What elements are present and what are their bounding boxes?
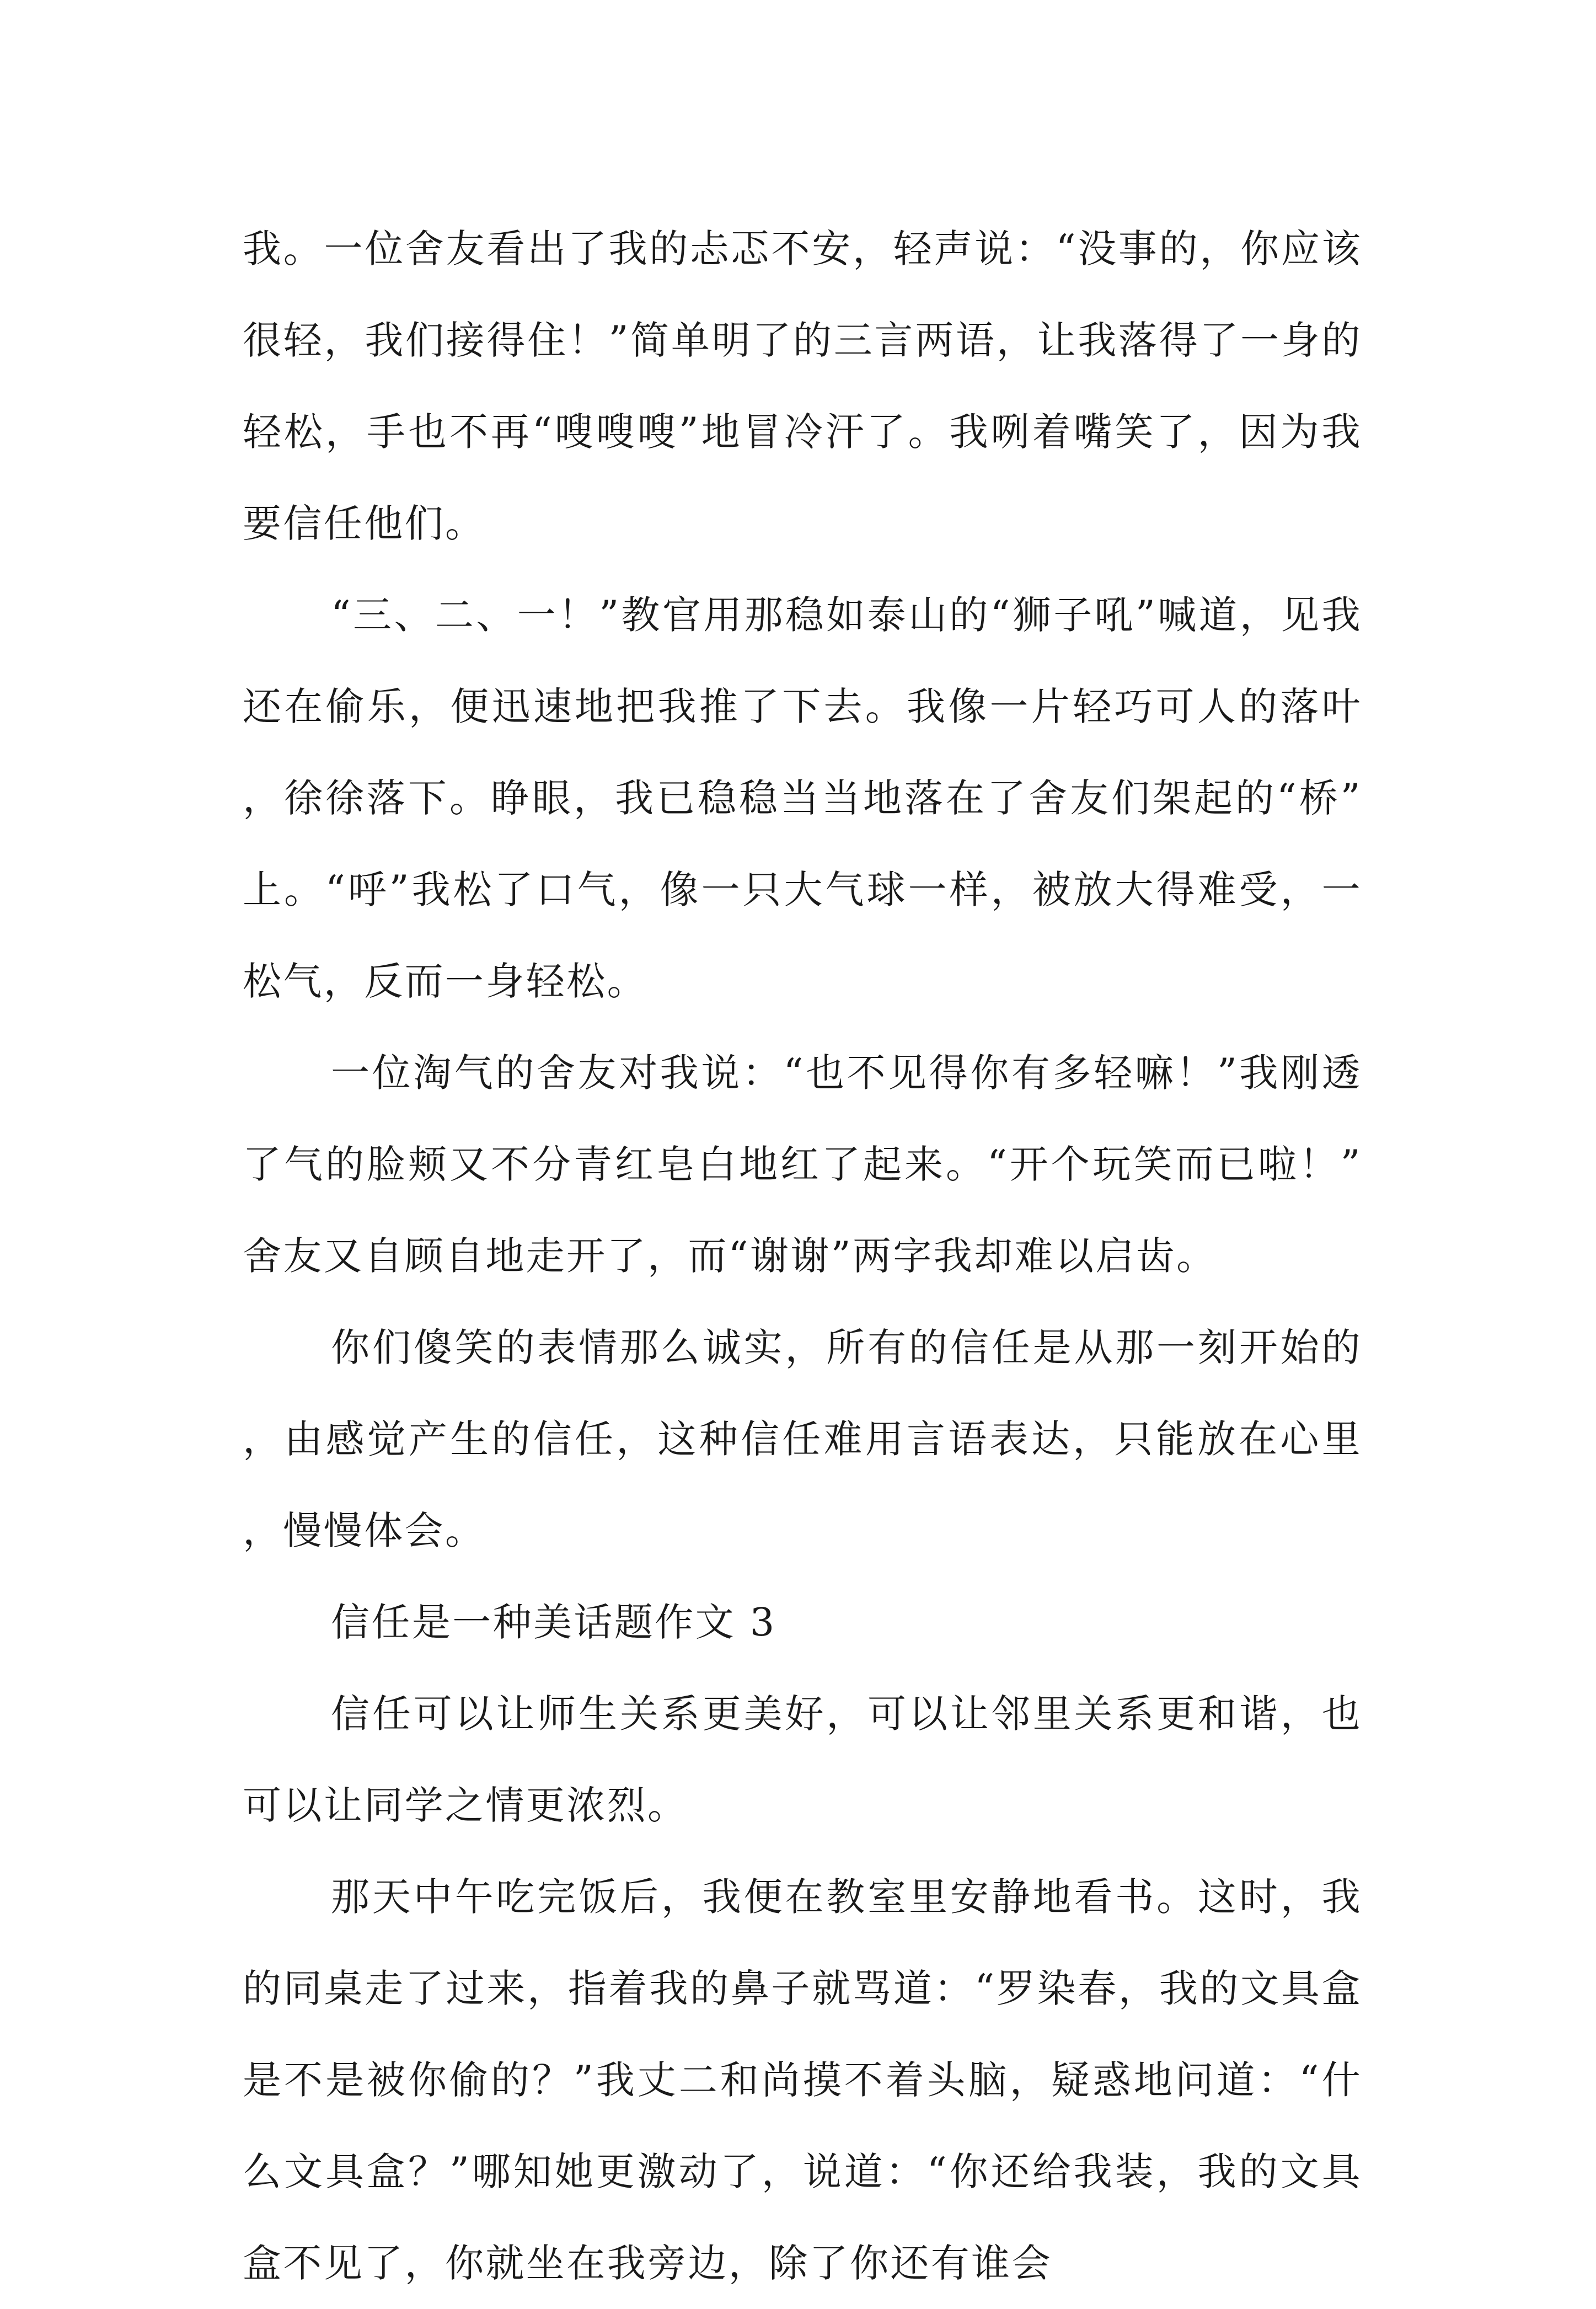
section-heading: 信任是一种美话题作文 3 <box>331 1600 776 1645</box>
essay-body <box>243 203 1362 2309</box>
paragraph-continuation: 我。一位舍友看出了我的忐忑不安，轻声说：“没事的，你应该很轻，我们接得住！”简单明了的三言两语，让我落得了一身的轻松，手也不再“嗖嗖嗖”地冒冷汗了。我咧着嘴笑了，因为我要信任他们。 <box>243 226 1362 546</box>
paragraph: 信任可以让师生关系更美好，可以让邻里关系更和谐，也可以让同学之情更浓烈。 <box>243 1691 1362 1828</box>
paragraph: “三、二、一！”教官用那稳如泰山的“狮子吼”喊道，见我还在偷乐，便迅速地把我推了下去。我像一片轻巧可人的落叶，徐徐落下。睁眼，我已稳稳当当地落在了舍友们架起的“桥”上。“呼”我松了口气，像一只大气球一样，被放大得难受，一松气，反而一身轻松。 <box>243 592 1362 1004</box>
paragraph: 你们傻笑的表情那么诚实，所有的信任是从那一刻开始的，由感觉产生的信任，这种信任难用言语表达，只能放在心里，慢慢体会。 <box>243 1325 1362 1553</box>
paragraph: 一位淘气的舍友对我说：“也不见得你有多轻嘛！”我刚透了气的脸颊又不分青红皂白地红了起来。“开个玩笑而已啦！”舍友又自顾自地走开了，而“谢谢”两字我却难以启齿。 <box>243 1050 1362 1279</box>
paragraph: 那天中午吃完饭后，我便在教室里安静地看书。这时，我的同桌走了过来，指着我的鼻子就骂道：“罗染春，我的文具盒是不是被你偷的？”我丈二和尚摸不着头脑，疑惑地问道：“什么文具盒？”哪知她更激动了，说道：“你还给我装，我的文具盒不见了，你就坐在我旁边，除了你还有谁会 <box>243 1874 1362 2286</box>
